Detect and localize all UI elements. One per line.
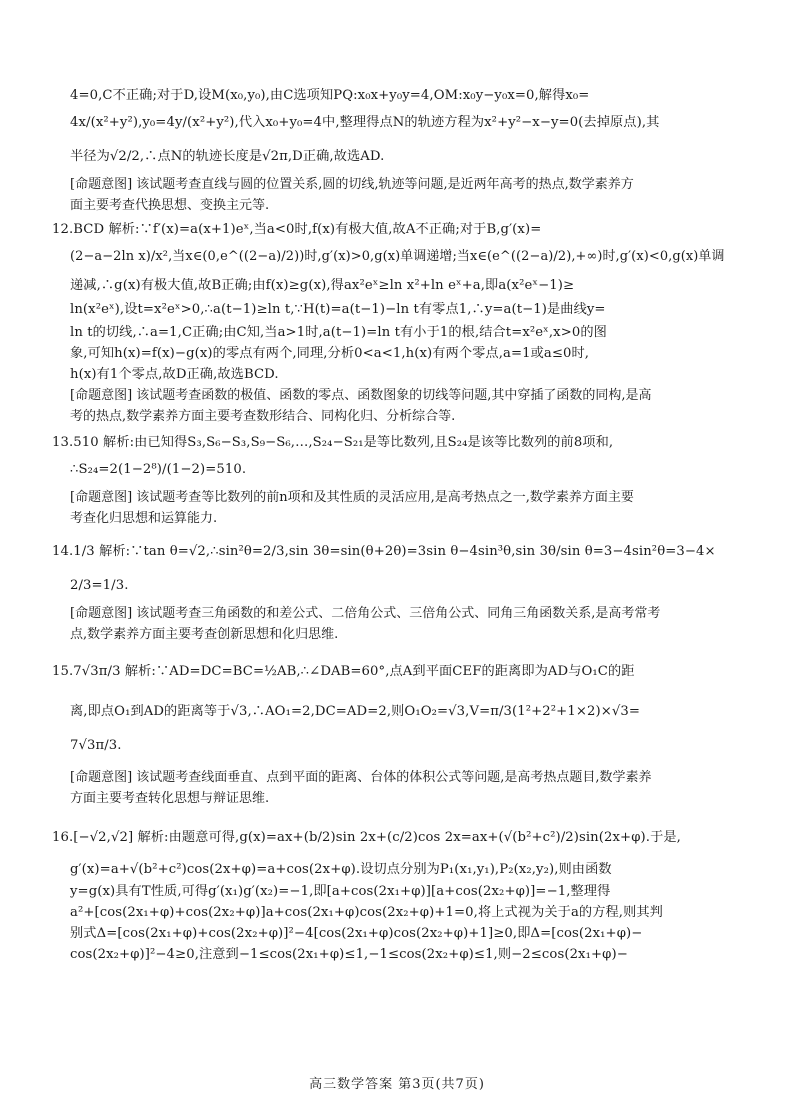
text-line: cos(2x₂+φ)]²−4≥0,注意到−1≤cos(2x₁+φ)≤1,−1≤cos(2x₂+φ)≤1,则−2≤cos(2x₁+φ)− [70, 947, 628, 962]
text-line: 15.7√3π/3 解析:∵AD=DC=BC=½AB,∴∠DAB=60°,点A到平面CEF的距离即为AD与O₁C的距 [52, 664, 635, 679]
text-line: (2−a−2ln x)/x²,当x∈(0,e^((2−a)/2))时,g′(x)>0,g(x)单调递增;当x∈(e^((2−a)/2),+∞)时,g′(x)<0,g(x)单调 [70, 249, 725, 264]
text-line: 离,即点O₁到AD的距离等于√3,∴AO₁=2,DC=AD=2,则O₁O₂=√3,V=π/3(1²+2²+1×2)×√3= [70, 704, 640, 719]
text-line: 14.1/3 解析:∵tan θ=√2,∴sin²θ=2/3,sin 3θ=sin(θ+2θ)=3sin θ−4sin³θ,sin 3θ/sin θ=3−4sin²θ=3−4× [52, 544, 716, 559]
intent-line: 面主要考查代换思想、变换主元等. [70, 198, 270, 213]
text-line: ln(x²eˣ),设t=x²eˣ>0,∴a(t−1)≥ln t,∵H(t)=a(t−1)−ln t有零点1,∴y=a(t−1)是曲线y= [70, 302, 606, 317]
text-line: g′(x)=a+√(b²+c²)cos(2x+φ)=a+cos(2x+φ).设切点分别为P₁(x₁,y₁),P₂(x₂,y₂),则由函数 [70, 862, 612, 877]
answer-page-body [52, 86, 734, 965]
text-line: 13.510 解析:由已知得S₃,S₆−S₃,S₉−S₆,…,S₂₄−S₂₁是等比数列,且S₂₄是该等比数列的前8项和, [52, 435, 614, 450]
text-line: 别式Δ=[cos(2x₁+φ)+cos(2x₂+φ)]²−4[cos(2x₁+φ)cos(2x₂+φ)+1]≥0,即Δ=[cos(2x₁+φ)− [70, 926, 643, 941]
text-line: y=g(x)具有T性质,可得g′(x₁)g′(x₂)=−1,即[a+cos(2x₁+φ)][a+cos(2x₂+φ)]=−1,整理得 [70, 884, 611, 899]
intent-line: [命题意图] 该试题考查线面垂直、点到平面的距离、台体的体积公式等问题,是高考热点题目,数学素养 [70, 770, 652, 785]
text-line: 7√3π/3. [70, 738, 122, 753]
intent-line: [命题意图] 该试题考查三角函数的和差公式、二倍角公式、三倍角公式、同角三角函数关系,是高考常考 [70, 606, 661, 621]
text-line: 递减,∴g(x)有极大值,故B正确;由f(x)≥g(x),得ax²eˣ≥ln x²+ln eˣ+a,即a(x²eˣ−1)≥ [70, 278, 575, 293]
intent-line: 点,数学素养方面主要考查创新思想和化归思维. [70, 627, 339, 642]
intent-line: 考的热点,数学素养方面主要考查数形结合、同构化归、分析综合等. [70, 409, 456, 424]
text-line: a²+[cos(2x₁+φ)+cos(2x₂+φ)]a+cos(2x₁+φ)cos(2x₂+φ)+1=0,将上式视为关于a的方程,则其判 [70, 905, 663, 920]
text-line: 16.[−√2,√2] 解析:由题意可得,g(x)=ax+(b/2)sin 2x+(c/2)cos 2x=ax+(√(b²+c²)/2)sin(2x+φ).于是, [52, 830, 681, 845]
intent-line: [命题意图] 该试题考查函数的极值、函数的零点、函数图象的切线等问题,其中穿插了函数的同构,是高 [70, 388, 652, 403]
intent-line: 考查化归思想和运算能力. [70, 511, 218, 526]
text-line: 12.BCD 解析:∵f′(x)=a(x+1)eˣ,当a<0时,f(x)有极大值,故A不正确;对于B,g′(x)= [52, 222, 542, 237]
text-line: 2/3=1/3. [70, 578, 129, 593]
text-line: 4=0,C不正确;对于D,设M(x₀,y₀),由C选项知PQ:x₀x+y₀y=4,OM:x₀y−y₀x=0,解得x₀= [70, 88, 590, 103]
intent-line: 方面主要考查转化思想与辩证思维. [70, 791, 270, 806]
text-line: 半径为√2/2,∴点N的轨迹长度是√2π,D正确,故选AD. [70, 149, 385, 164]
text-line: h(x)有1个零点,故D正确,故选BCD. [70, 367, 279, 382]
text-line: 4x/(x²+y²),y₀=4y/(x²+y²),代入x₀+y₀=4中,整理得点N的轨迹方程为x²+y²−x−y=0(去掉原点),其 [70, 115, 660, 130]
intent-line: [命题意图] 该试题考查直线与圆的位置关系,圆的切线,轨迹等问题,是近两年高考的热点,数学素养方 [70, 177, 634, 192]
text-line: ∴S₂₄=2(1−2⁸)/(1−2)=510. [70, 462, 247, 477]
text-line: ln t的切线,∴a=1,C正确;由C知,当a>1时,a(t−1)=ln t有小于1的根,结合t=x²eˣ,x>0的图 [70, 325, 607, 340]
page-footer: 高三数学答案 第3页(共7页) [309, 1077, 485, 1092]
intent-line: [命题意图] 该试题考查等比数列的前n项和及其性质的灵活应用,是高考热点之一,数学素养方面主要 [70, 490, 634, 505]
text-line: 象,可知h(x)=f(x)−g(x)的零点有两个,同理,分析0<a<1,h(x)有两个零点,a=1或a≤0时, [70, 346, 590, 361]
